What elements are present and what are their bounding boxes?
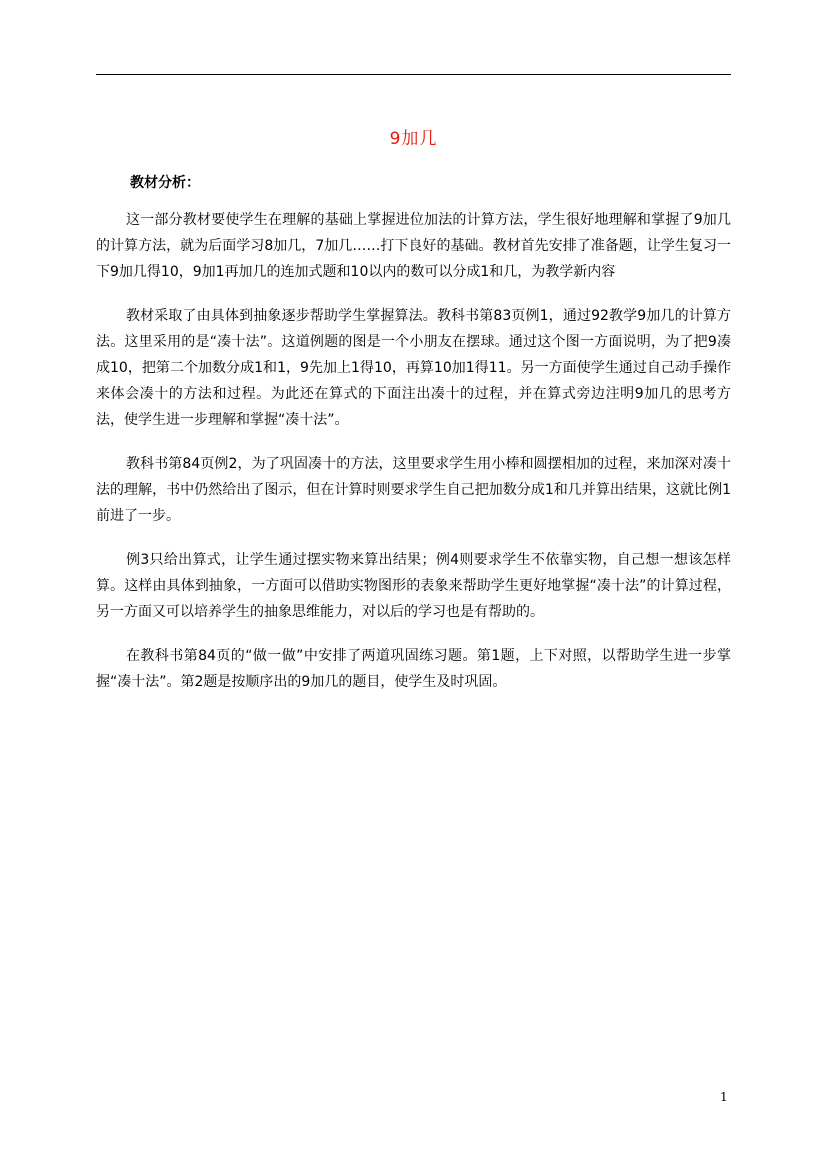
header-rule [96, 74, 731, 75]
paragraph-5: 在教科书第84页的“做一做”中安排了两道巩固练习题。第1题，上下对照，以帮助学生进一步掌握“凑十法”。第2题是按顺序出的9加几的题目，使学生及时巩固。 [96, 648, 731, 690]
paragraph-2: 教材采取了由具体到抽象逐步帮助学生掌握算法。教科书第83页例1，通过92教学9加几的计算方法。这里采用的是“凑十法”。这道例题的图是一个小朋友在摆球。通过这个图一方面说明，为了把9凑成10，把第二个加数分成1和1，9先加上1得10，再算10加1得11。另一方面使学生通过自己动手操作来体会凑十的方法和过程。为此还在算式的下面注出凑十的过程，并在算式旁边注明9加几的思考方法，使学生进一步理解和掌握“凑十法”。 [96, 308, 731, 428]
paragraph-1: 这一部分教材要使学生在理解的基础上掌握进位加法的计算方法，学生很好地理解和掌握了9加几的计算方法，就为后面学习8加几，7加几……打下良好的基础。教材首先安排了准备题，让学生复习一下9加几得10，9加1再加几的连加式题和10以内的数可以分成1和几，为教学新内容 [96, 212, 731, 280]
page-number: 1 [720, 1090, 728, 1104]
paragraph-3: 教科书第84页例2，为了巩固凑十的方法，这里要求学生用小棒和圆摆相加的过程，来加深对凑十法的理解，书中仍然给出了图示，但在计算时则要求学生自己把加数分成1和几并算出结果，这就比例1前进了一步。 [96, 456, 731, 524]
document-body [96, 207, 731, 713]
paragraph-4: 例3只给出算式，让学生通过摆实物来算出结果；例4则要求学生不依靠实物，自己想一想该怎样算。这样由具体到抽象，一方面可以借助实物图形的表象来帮助学生更好地掌握“凑十法”的计算过程，另一方面又可以培养学生的抽象思维能力，对以后的学习也是有帮助的。 [96, 552, 731, 620]
page-title: 9加几 [389, 129, 438, 149]
section-heading: 教材分析： [130, 175, 200, 191]
